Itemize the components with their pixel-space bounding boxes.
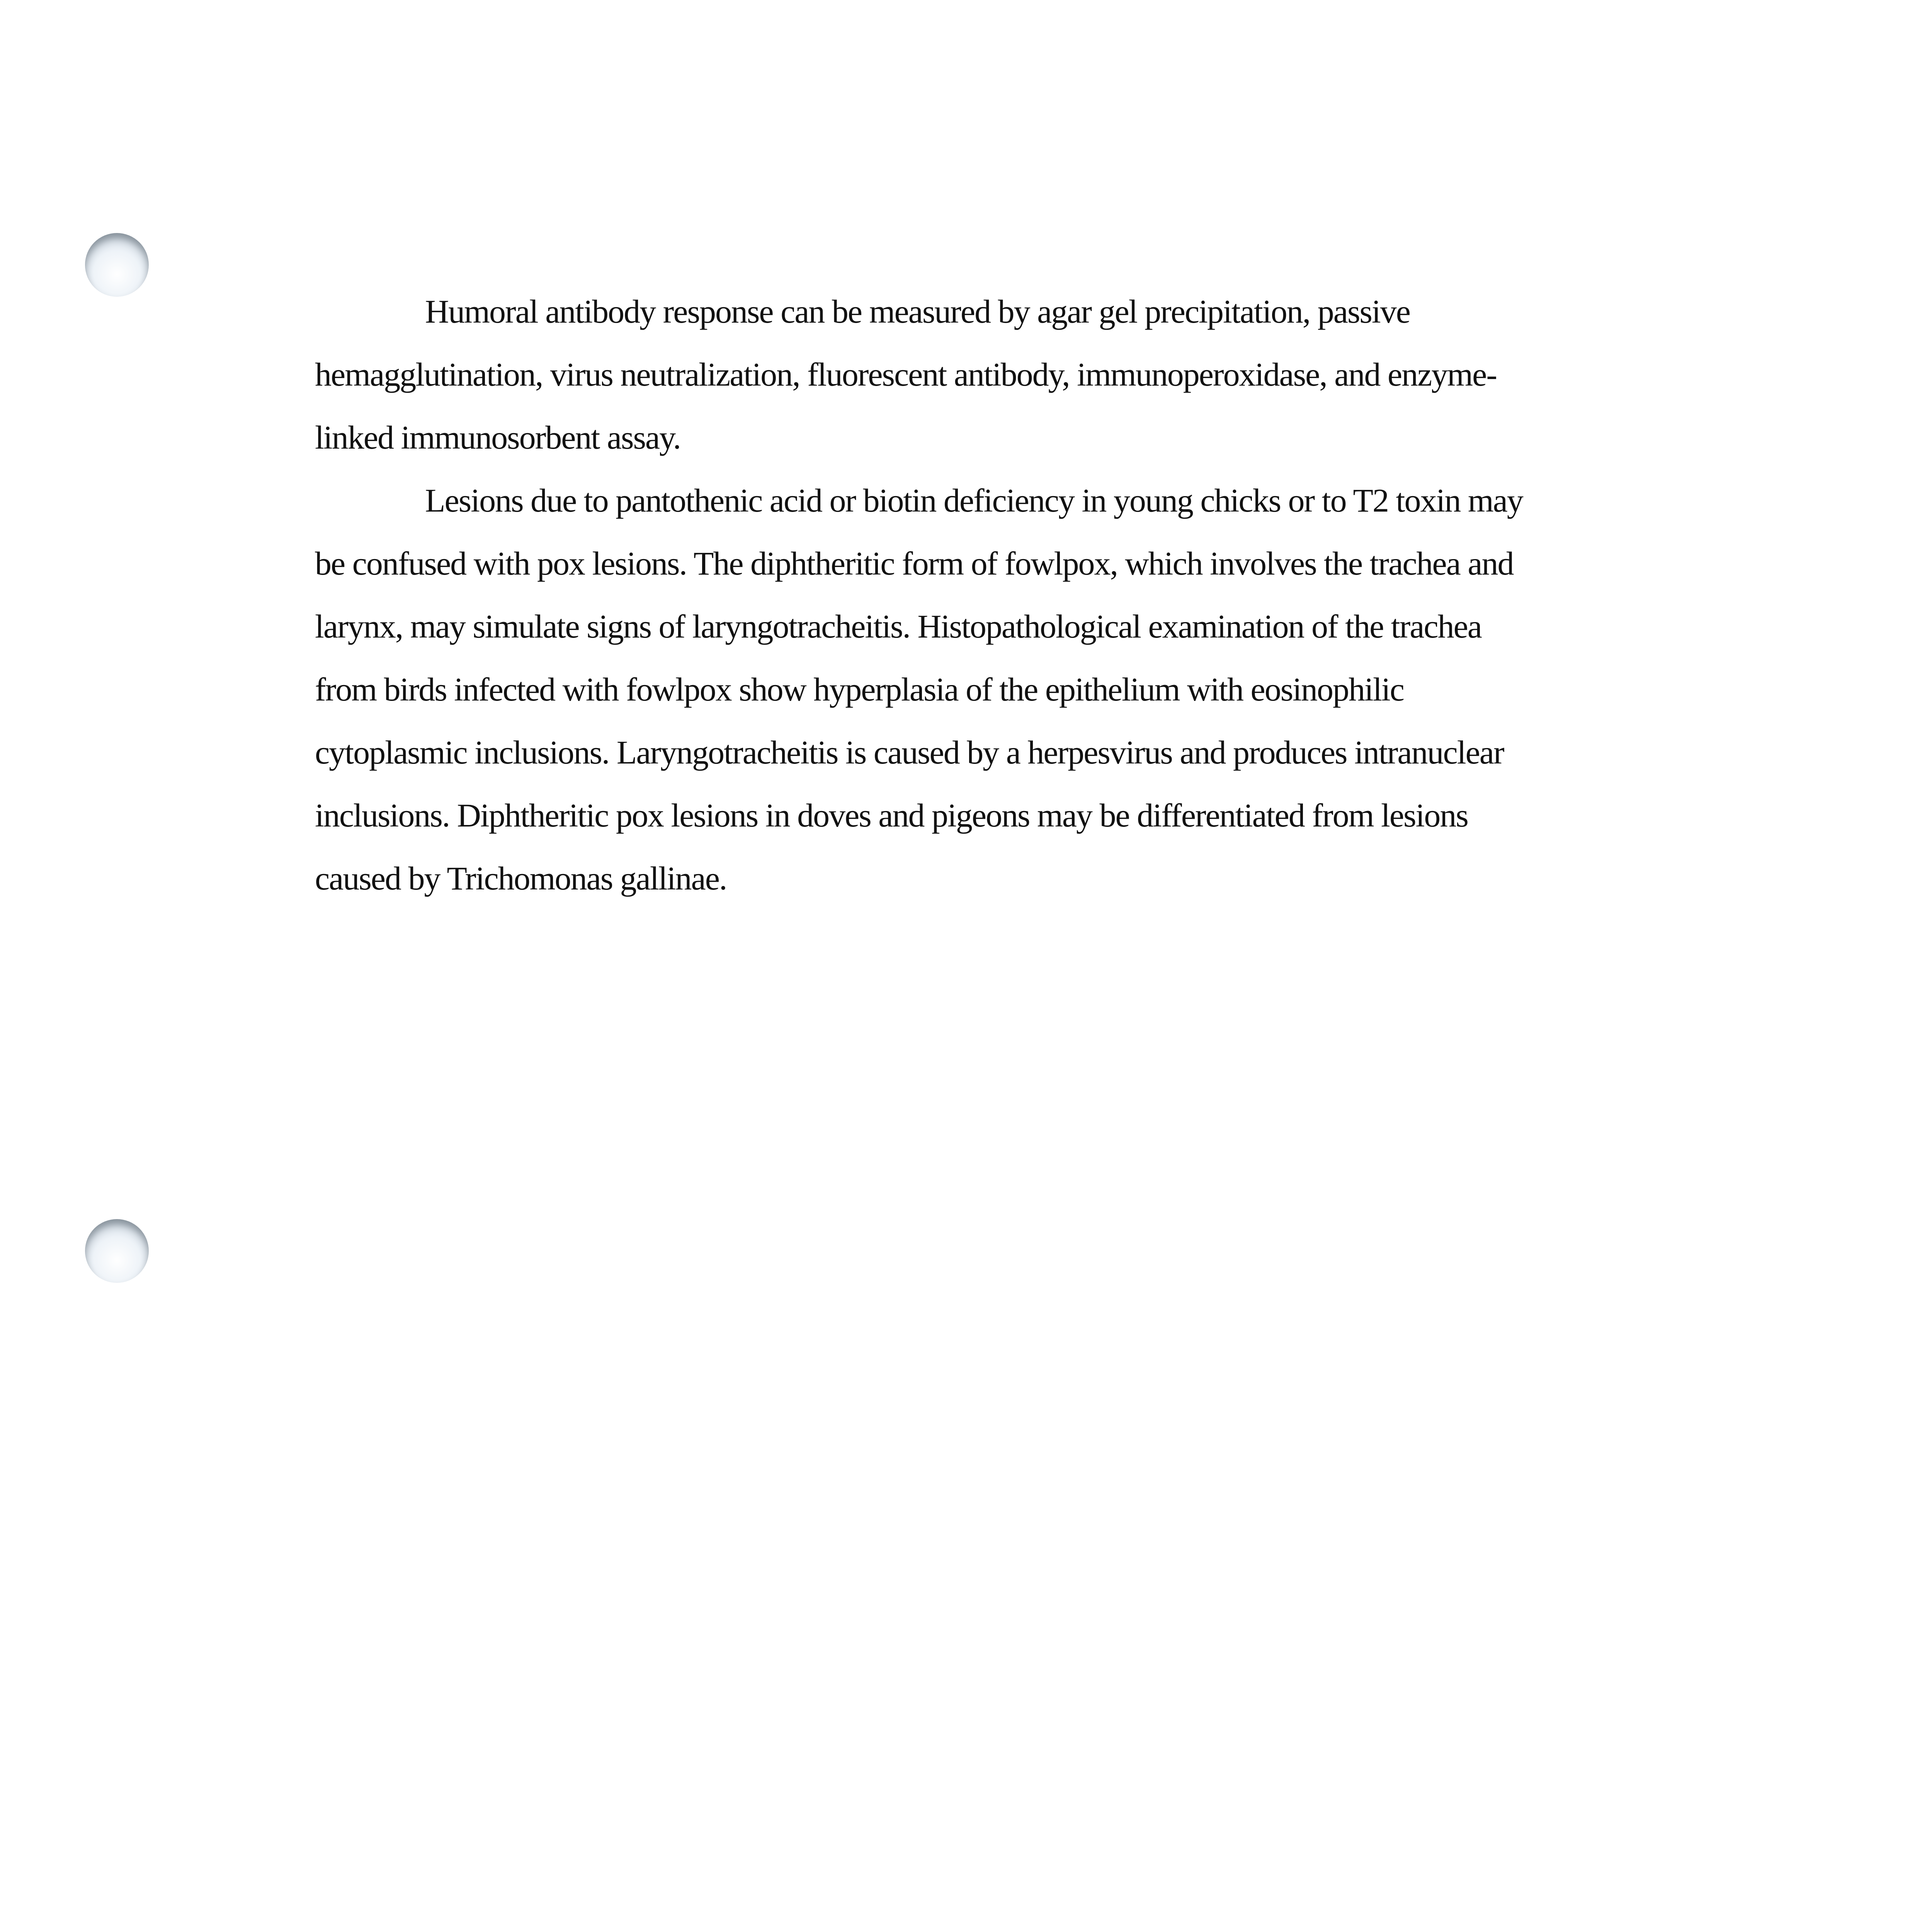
paragraph-differential-diagnosis: Lesions due to pantothenic acid or biotin deficiency in young chicks or to T2 toxin may be confused with pox lesions. The diphtheritic form of fowlpox, which involves the trachea and larynx, may simulate signs of laryngotracheitis. Histopathological examination of the trachea from birds infected with fowlpox show hyperplasia of the epithelium with eosinophilic cytoplasmic inclusions. Laryngotracheitis is caused by a herpesvirus and produces intranuclear inclusions. Diphtheritic pox lesions in doves and pigeons may be differentiated from lesions caused by Trichomonas gallinae. [315,482,1523,897]
punch-hole-middle [85,1219,149,1283]
punch-hole-top [85,233,149,297]
body-text [315,280,1532,910]
paragraph-antibody-response: Humoral antibody response can be measured by agar gel precipitation, passive hemagglutination, virus neutralization, fluorescent antibody, immunoperoxidase, and enzyme-linked immunosorbent assay. [315,293,1497,456]
